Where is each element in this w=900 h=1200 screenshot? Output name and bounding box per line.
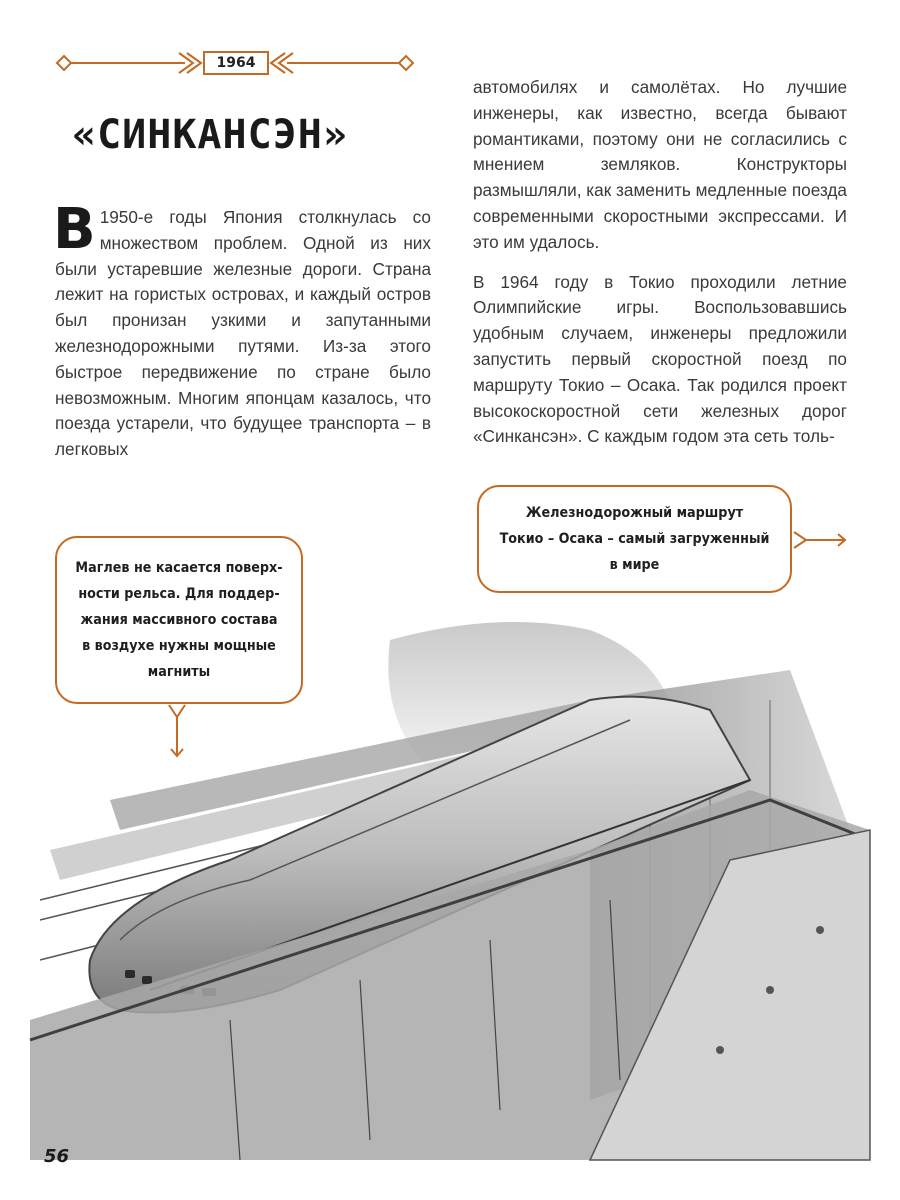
article-paragraph-3: В 1964 году в Токио проходили летние Олимпийские игры. Воспользовавшись удобным случаем, инженеры предложили запустить первый скоростной поезд по маршруту Токио – Осака. Так родился проект высокоскоростной сети железных дорог «Синкансэн». С каждым годом эта сеть толь-	[473, 271, 847, 447]
year-label: 1964	[203, 51, 269, 75]
callout-maglev-line: жания массивного состава	[80, 612, 278, 628]
callout-maglev-line: Маглев не касается поверх-	[75, 560, 283, 576]
article-column-right	[473, 75, 847, 445]
dropcap-letter: В	[53, 197, 96, 262]
article-column-left	[53, 197, 431, 460]
callout-maglev-line: в воздухе нужны мощные	[82, 638, 276, 654]
callout-maglev	[55, 536, 303, 704]
callout-route-line: Токио – Осака – самый загруженный	[499, 531, 770, 547]
callout-maglev-line: магниты	[147, 664, 211, 680]
callout-pointer-down-icon	[165, 703, 189, 759]
callout-route	[477, 485, 792, 593]
year-banner	[55, 45, 415, 81]
callout-maglev-line: ности рельса. Для поддер-	[78, 586, 280, 602]
callout-route-line: в мире	[609, 557, 660, 573]
callout-pointer-right-icon	[792, 528, 848, 552]
callout-route-line: Железнодорожный маршрут	[525, 505, 744, 521]
page-number: 56	[44, 1146, 70, 1167]
article-paragraph-1: 1950-е годы Япония столкнулась со множеством проблем. Одной из них были устаревшие железные дороги. Страна лежит на гористых островах, и каждый остров был пронизан узкими и запутанными железнодорожными путями. Из-за этого быстрое передвижение по стране было невозможным. Многим японцам казалось, что поезда устарели, что будущее транспорта – в легковых	[55, 207, 431, 460]
article-paragraph-2: автомобилях и самолётах. Но лучшие инженеры, как известно, всегда бывают романтиками, поэтому они не согласились с мнением земляков. Конструкторы размышляли, как заменить медленные поезда современными скоростными экспрессами. И это им удалось.	[473, 77, 847, 252]
page-title: «СИНКАНСЭН»	[72, 112, 348, 158]
